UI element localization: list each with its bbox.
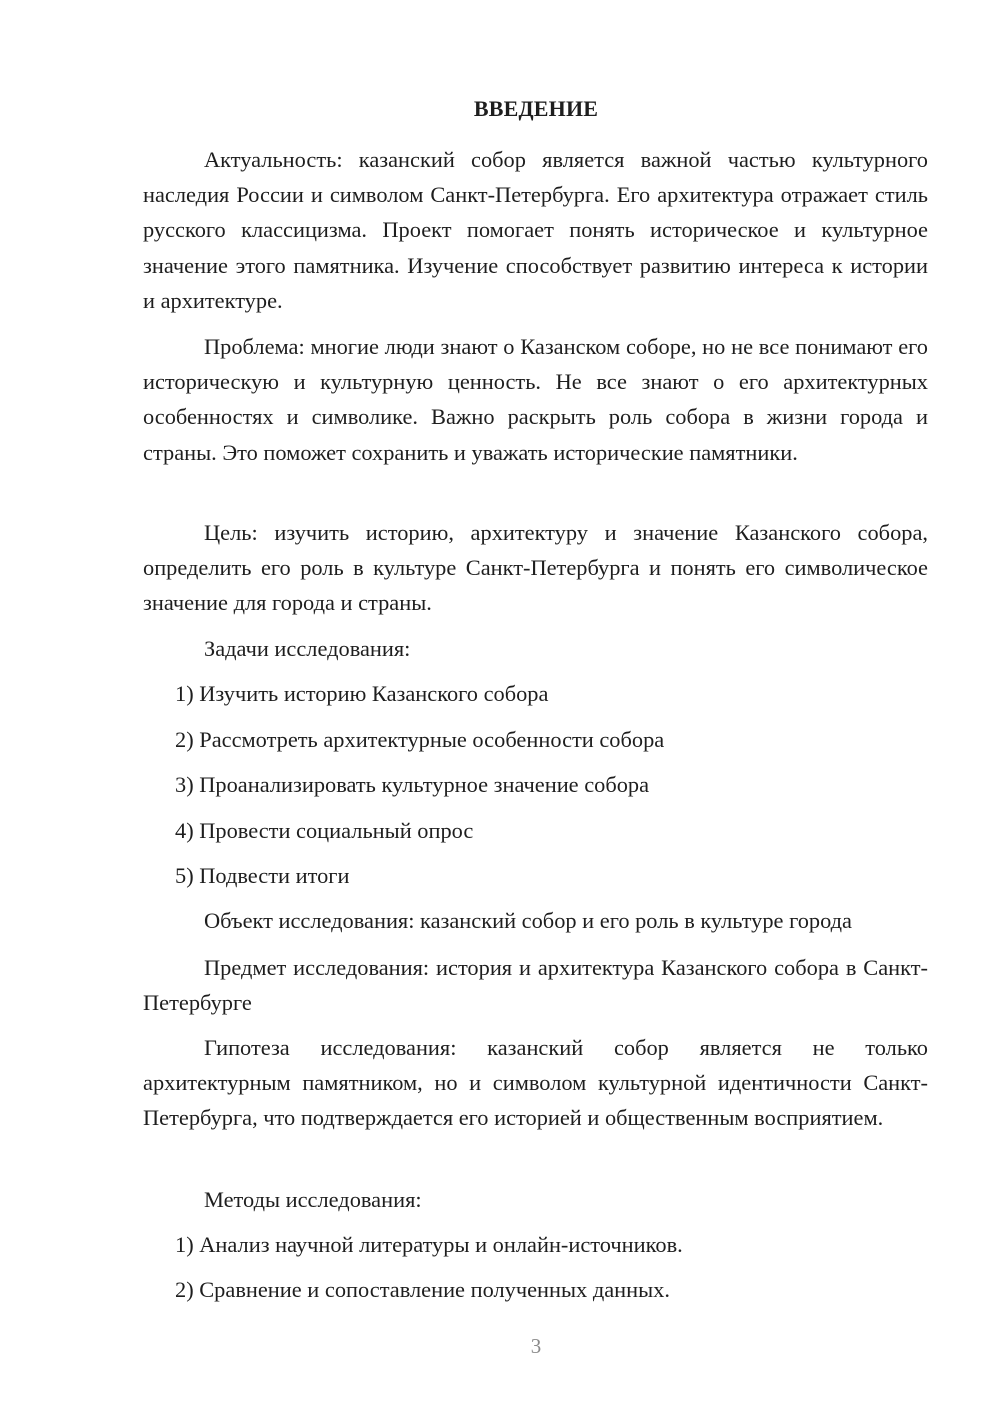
list-item: 1) Изучить историю Казанского собора (175, 681, 549, 706)
list-item: 4) Провести социальный опрос (175, 818, 474, 843)
methods-heading: Методы исследования: (204, 1187, 422, 1212)
problem-paragraph: Проблема: многие люди знают о Казанском соборе, но не все понимают его историческую и культурную ценность. Не все знают о его архитектурных особенностях и символике. Важно раскрыть роль собора в жизни города и страны. Это поможет сохранить и уважать исторические памятники. (143, 334, 928, 465)
subject-paragraph: Предмет исследования: история и архитектура Казанского собора в Санкт-Петербурге (143, 955, 928, 1016)
section-title: ВВЕДЕНИЕ (473, 96, 599, 121)
tasks-heading: Задачи исследования: (204, 636, 411, 661)
list-item: 1) Анализ научной литературы и онлайн-источников. (175, 1232, 683, 1257)
page-number: 3 (530, 1334, 542, 1358)
list-item: 3) Проанализировать культурное значение собора (175, 772, 650, 797)
list-item: 5) Подвести итоги (175, 863, 350, 888)
relevance-paragraph: Актуальность: казанский собор является важной частью культурного наследия России и символом Санкт-Петербурга. Его архитектура отражает стиль русского классицизма. Проект помогает понять историческое и культурное значение этого памятника. Изучение способствует развитию интереса к истории и архитектуре. (143, 147, 928, 313)
list-item: 2) Рассмотреть архитектурные особенности собора (175, 727, 665, 752)
list-item: 2) Сравнение и сопоставление полученных данных. (175, 1277, 670, 1302)
object-paragraph: Объект исследования: казанский собор и его роль в культуре города (204, 908, 852, 933)
hypothesis-paragraph: Гипотеза исследования: казанский собор является не только архитектурным памятником, но и символом культурной идентичности Санкт-Петербурга, что подтверждается его историей и общественным восприятием. (143, 1035, 928, 1131)
goal-paragraph: Цель: изучить историю, архитектуру и значение Казанского собора, определить его роль в культуре Санкт-Петербурга и понять его символическое значение для города и страны. (143, 520, 928, 616)
